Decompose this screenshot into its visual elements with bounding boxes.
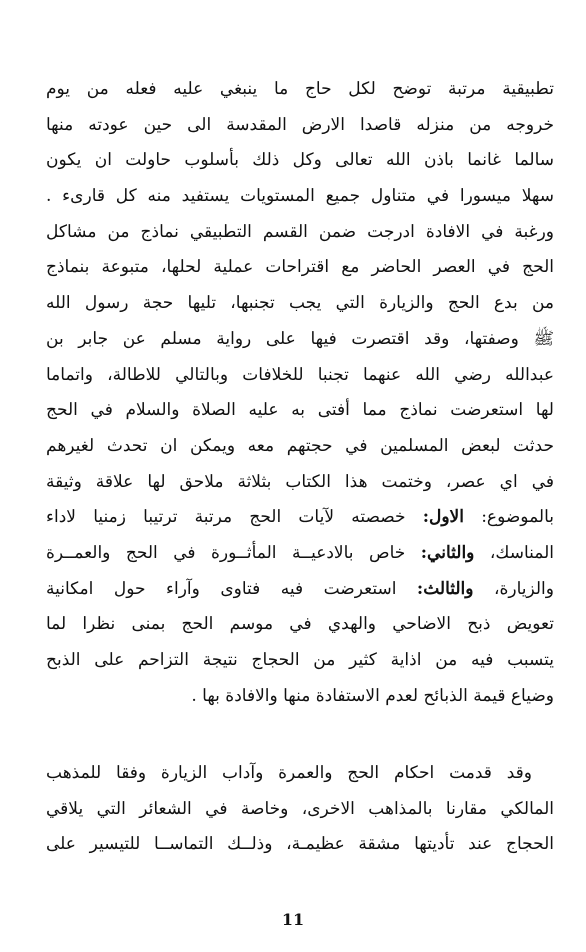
text-line: وقد قدمت احكام الحج والعمرة وآداب الزيارة وفقا للمذهب bbox=[46, 763, 532, 783]
text-line: سهلا ميسورا في متناول جميع المستويات يستفيد منه كل قارىء . bbox=[46, 186, 554, 207]
line-prefix: بالموضوع: bbox=[463, 507, 554, 528]
text-line: تعويض ذبح الاضاحي والهدي في موسم الحج بمنى نظرا لما bbox=[46, 614, 554, 635]
text-line: تطبيقية مرتبة توضح لكل حاج ما ينبغي عليه فعله من يوم bbox=[46, 79, 554, 99]
appendix-term-first: الاول: bbox=[422, 507, 464, 528]
text-line: وضياع قيمة الذبائح لعدم الاستفادة منها والافادة بها . bbox=[191, 685, 554, 706]
appendix-term-third: والثالث: bbox=[416, 578, 474, 599]
appendix-term-second: والثاني: bbox=[420, 542, 475, 563]
text-line: الحجاج عند تأديتها مشقة عظيمـة، وذلــك التماســا للتيسير على bbox=[46, 834, 554, 855]
text-line: من بدع الحج والزيارة التي يجب تجنبها، تليها حجة رسول الله bbox=[46, 293, 554, 314]
text-line: يتسبب فيه من اذاية كثير من الحجاج نتيجة التزاحم على الذبح bbox=[46, 650, 554, 670]
line-suffix: خصصته لآيات الحج مرتبة ترتيبا زمنيا لاداء bbox=[46, 507, 423, 528]
text-line: حدثت لبعض المسلمين في حجتهم معه ويمكن ان تحدث لغيرهم bbox=[46, 435, 554, 456]
text-line: ورغبة في الافادة ادرجت ضمن القسم التطبيقي نماذج من مشاكل bbox=[46, 221, 554, 242]
text-line-appendix-2 bbox=[46, 536, 554, 572]
text-line-appendix-1 bbox=[46, 500, 554, 536]
text-line: عبدالله رضي الله عنهما تجنبا للخلافات وبالتالي للاطالة، واتماما bbox=[46, 364, 554, 385]
paragraph-intro bbox=[46, 72, 554, 714]
line-suffix: خاص بالادعيــة المأثــورة في الحج والعمــرة bbox=[46, 542, 421, 563]
text-line: لها استعرضت نماذج مما أفتى به عليه الصلاة والسلام في الحج bbox=[46, 400, 554, 421]
line-prefix: والزيارة، bbox=[473, 578, 554, 599]
page-number: 11 bbox=[281, 910, 305, 929]
text-line: في اي عصر، وختمت هذا الكتاب بثلاثة ملاحق لها علاقة وثيقة bbox=[46, 471, 554, 492]
line-suffix: استعرضت فيه فتاوى وآراء حول امكانية bbox=[46, 578, 417, 599]
text-line: ﷺ وصفتها، وقد اقتصرت فيها على رواية مسلم عن جابر بن bbox=[46, 328, 554, 349]
text-line: المالكي مقارنا بالمذاهب الاخرى، وخاصة في الشعائر التي يلاقي bbox=[46, 798, 554, 819]
text-line: خروجه من منزله قاصدا الارض المقدسة الى حين عودته منها bbox=[46, 114, 554, 135]
text-line-appendix-3 bbox=[46, 572, 554, 608]
text-line: الحج في العصر الحاضر مع اقتراحات عملية لحلها، متبوعة بنماذج bbox=[46, 257, 554, 278]
text-line: سالما غانما باذن الله تعالى وكل ذلك بأسلوب حاولت ان يكون bbox=[46, 150, 554, 171]
line-prefix: المناسك، bbox=[474, 542, 554, 563]
paragraph-methodology bbox=[46, 756, 554, 863]
